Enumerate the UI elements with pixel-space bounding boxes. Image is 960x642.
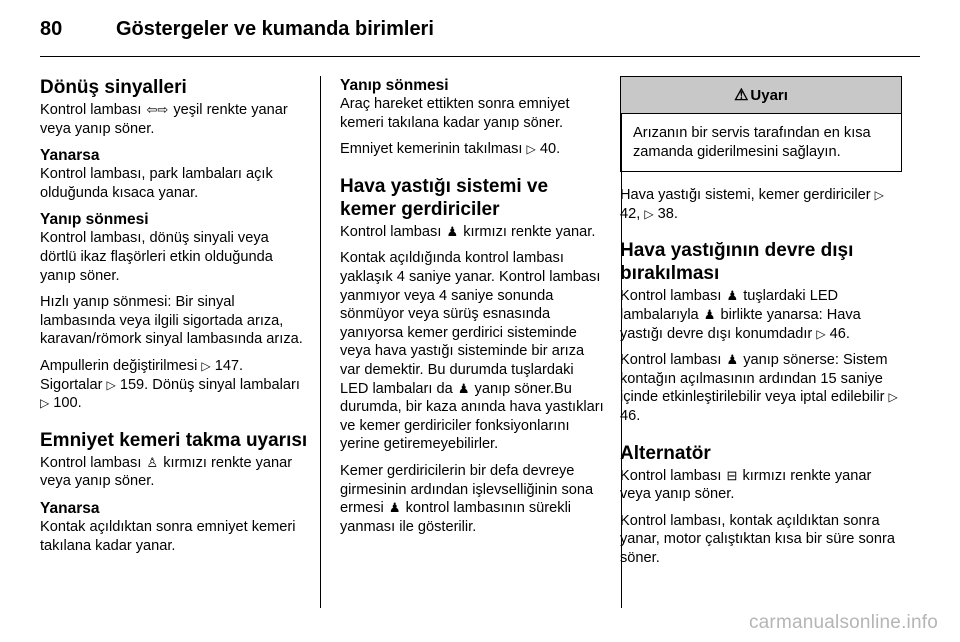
header-rule: [40, 56, 920, 57]
column-1: [40, 76, 308, 563]
battery-icon: ⊟: [726, 467, 738, 483]
para-alternator-1: Kontrol lambası ⊟ kırmızı renkte yanar veya yanıp söner.: [620, 467, 872, 503]
heading-lit-1: Yanarsa: [40, 147, 100, 165]
para-flashing-1: Kontrol lambası, dönüş sinyali veya dörtlü ikaz flaşörleri etkin olduğunda yanıp söner.: [40, 230, 273, 284]
warning-text: Arızanın bir servis tarafından en kısa zamanda giderilmesini sağlayın.: [633, 125, 871, 160]
para-seatbelt: Kontrol lambası ♙ kırmızı renkte yanar veya yanıp söner.: [40, 454, 293, 490]
para-deactivation-1: Kontrol lambası ♟ tuşlardaki LED lambalarıyla ♟ birlikte yanarsa: Hava yastığı devre dışı konumdadır ▷ 46.: [620, 288, 861, 342]
airbag-icon: ♟: [446, 223, 459, 239]
page-header: [40, 18, 920, 46]
page-ref-icon: ▷: [201, 358, 211, 373]
heading-airbag-system: Hava yastığı sistemi ve kemer gerdiriciler: [340, 175, 549, 220]
seatbelt-icon: ♙: [146, 454, 159, 470]
page-title: Göstergeler ve kumanda birimleri: [116, 18, 434, 40]
turn-signal-icon: ⇦⇨: [146, 102, 169, 117]
airbag-off-icon: ♟: [457, 380, 470, 396]
page-ref-icon: ▷: [106, 377, 116, 392]
page-ref-icon: ▷: [40, 396, 50, 411]
para-airbag-lamp: Kontrol lambası ♟ kırmızı renkte yanar.: [340, 223, 596, 240]
page-ref-icon: ▷: [888, 390, 898, 405]
warning-triangle-icon: ⚠: [734, 87, 749, 104]
column-3: [620, 76, 904, 576]
page-ref-icon: ▷: [816, 326, 826, 341]
heading-airbag-deactivation: Hava yastığının devre dışı bırakılması: [620, 240, 854, 285]
warning-body: [621, 114, 901, 171]
airbag-off-icon: ♟: [726, 288, 739, 304]
para-pretensioner: Kemer gerdiricilerin bir defa devreye girmesinin ardından işlevselliğinin sona ermesi ♟ kontrol lambasının sürekli yanması ile gösterilir.: [340, 462, 594, 535]
heading-flashing-1: Yanıp sönmesi: [40, 211, 149, 229]
para-lit-1: Kontrol lambası, park lambaları açık olduğunda kısaca yanar.: [40, 166, 273, 201]
heading-turn-signals: Dönüş sinyalleri: [40, 77, 187, 98]
para-lit-2: Kontak açıldıktan sonra emniyet kemeri takılana kadar yanar.: [40, 518, 296, 554]
heading-alternator: Alternatör: [620, 442, 711, 464]
column-divider-1: [320, 76, 321, 608]
heading-flashing-2: Yanıp sönmesi: [340, 77, 449, 94]
para-alternator-2: Kontrol lambası, kontak açıldıktan sonra yanar, motor çalıştıktan kısa bir süre sonra söner.: [620, 512, 895, 566]
page-number: 80: [40, 18, 63, 40]
heading-lit-2: Yanarsa: [40, 499, 100, 517]
para-fast-flashing: Hızlı yanıp sönmesi: Bir sinyal lambasında veya ilgili sigortada arıza, karavan/römork sinyal lambasında arıza.: [40, 294, 303, 348]
heading-seatbelt-reminder: Emniyet kemeri takma uyarısı: [40, 429, 308, 451]
para-bulbs-refs: Ampullerin değiştirilmesi ▷ 147. Sigortalar ▷ 159. Dönüş sinyal lambaları ▷ 100.: [40, 357, 300, 412]
warning-title: Uyarı: [750, 86, 788, 104]
para-flashing-2: Araç hareket ettikten sonra emniyet kemeri takılana kadar yanıp söner.: [340, 96, 570, 131]
page-ref-icon: ▷: [644, 206, 654, 221]
page-ref-icon: ▷: [874, 188, 884, 203]
warning-box: [620, 76, 902, 172]
airbag-icon: ♟: [388, 500, 401, 516]
para-deactivation-2: Kontrol lambası ♟ yanıp sönerse: Sistem kontağın açılmasının ardından 15 saniye içinde etkinleştirilebilir veya iptal edilebilir ▷ 46.: [620, 352, 898, 424]
airbag-off-icon: ♟: [703, 306, 716, 322]
para-fasten-ref: Emniyet kemerinin takılması ▷ 40.: [340, 141, 561, 158]
para-turn-signals: Kontrol lambası ⇦⇨ yeşil renkte yanar veya yanıp söner.: [40, 102, 288, 137]
warning-header: [621, 77, 901, 114]
airbag-off-icon: ♟: [726, 352, 739, 368]
para-airbag-refs: Hava yastığı sistemi, kemer gerdiriciler ▷ 42, ▷ 38.: [620, 187, 884, 222]
para-ignition: Kontak açıldığında kontrol lambası yaklaşık 4 saniye yanar. Kontrol lambası yanmıyor veya 4 saniye sonunda sönmüyor veya sürüş esnasında yanıyorsa kemer gerdirici sisteminde veya hava yastığı sisteminde bir arıza var demektir. Bu durumda tuşlardaki LED lambaları da ♟ yanıp söner.Bu durumda, bir kaza anında hava yastıkları ve kemer gerdiriciler fonksiyonlarını yerine getiremeyebilirler.: [340, 250, 604, 453]
watermark: carmanualsonline.info: [748, 612, 938, 633]
page-ref-icon: ▷: [526, 142, 536, 157]
column-2: [340, 76, 606, 544]
